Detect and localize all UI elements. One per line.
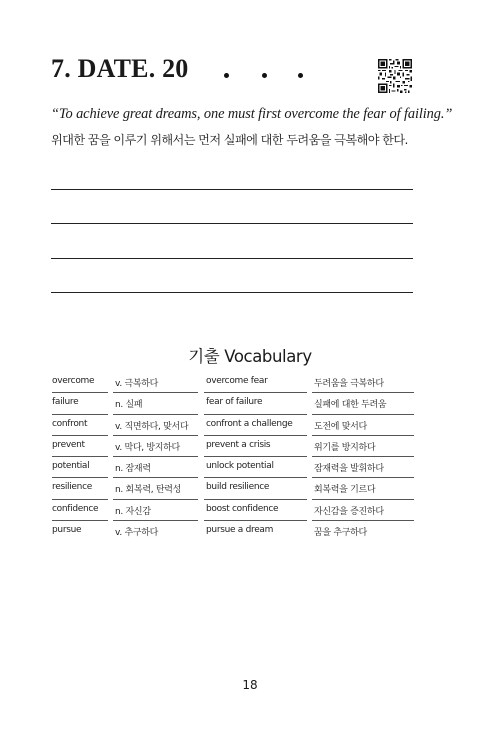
vocab-meaning: n. 잠재력 (115, 464, 151, 475)
writing-line[interactable] (51, 292, 413, 293)
vocab-phrase-meaning: 꿈을 추구하다 (314, 528, 367, 539)
vocab-phrase-meaning: 실패에 대한 두려움 (314, 400, 387, 411)
vocab-phrase: confront a challenge (206, 418, 293, 429)
vocabulary-row (52, 393, 414, 414)
page-number: 18 (242, 678, 258, 692)
vocab-meaning: n. 회복력, 탄력성 (115, 485, 182, 496)
vocabulary-row (52, 457, 414, 478)
vocabulary-row (52, 436, 414, 457)
vocab-phrase: pursue a dream (206, 525, 274, 536)
vocab-phrase-meaning: 두려움을 극복하다 (314, 379, 384, 389)
vocab-phrase: overcome fear (206, 376, 268, 386)
vocabulary-title: 기출 Vocabulary (188, 347, 312, 366)
writing-line[interactable] (51, 189, 413, 190)
writing-line[interactable] (51, 258, 413, 259)
vocab-word: resilience (52, 482, 92, 493)
vocab-phrase: boost confidence (206, 503, 279, 514)
date-title: 7. DATE. 20 (51, 54, 189, 83)
vocab-word: pursue (52, 525, 82, 536)
vocab-phrase-meaning: 위기를 방지하다 (314, 442, 376, 453)
vocab-word: potential (52, 461, 90, 472)
vocab-meaning: n. 실패 (115, 400, 143, 411)
qr-code-icon[interactable] (378, 59, 412, 93)
vocabulary-row (52, 415, 414, 436)
vocabulary-table (52, 372, 414, 542)
writing-line[interactable] (51, 223, 413, 224)
vocab-word: prevent (52, 439, 85, 450)
quote-korean: 위대한 꿈을 이루기 위해서는 먼저 실패에 대한 두려움을 극복해야 한다. (51, 133, 408, 147)
date-dot (262, 73, 267, 78)
vocabulary-row (52, 500, 414, 521)
vocab-word: confront (52, 418, 88, 429)
date-dot (224, 73, 229, 78)
vocab-word: overcome (52, 376, 95, 386)
vocab-phrase: unlock potential (206, 461, 274, 472)
vocabulary-row (52, 372, 414, 393)
quote-english: “To achieve great dreams, one must first overcome the fear of failing.” (51, 106, 453, 122)
vocab-meaning: v. 직면하다, 맞서다 (115, 421, 189, 432)
vocabulary-row (52, 478, 414, 499)
vocab-phrase: build resilience (206, 482, 270, 493)
date-dots (210, 56, 320, 84)
vocab-meaning: v. 극복하다 (115, 379, 159, 389)
vocab-meaning: v. 막다, 방지하다 (115, 442, 180, 453)
vocab-meaning: n. 자신감 (115, 506, 151, 517)
vocab-phrase: prevent a crisis (206, 439, 271, 450)
vocab-phrase-meaning: 잠재력을 발휘하다 (314, 464, 384, 475)
vocab-phrase-meaning: 도전에 맞서다 (314, 421, 367, 432)
vocab-word: failure (52, 397, 79, 408)
vocab-word: confidence (52, 503, 99, 514)
vocabulary-row (52, 521, 414, 542)
date-dot (298, 73, 303, 78)
vocab-phrase: fear of failure (206, 397, 263, 408)
vocab-phrase-meaning: 회복력을 기르다 (314, 485, 376, 496)
vocab-phrase-meaning: 자신감을 증진하다 (314, 506, 384, 517)
vocab-meaning: v. 추구하다 (115, 528, 159, 539)
